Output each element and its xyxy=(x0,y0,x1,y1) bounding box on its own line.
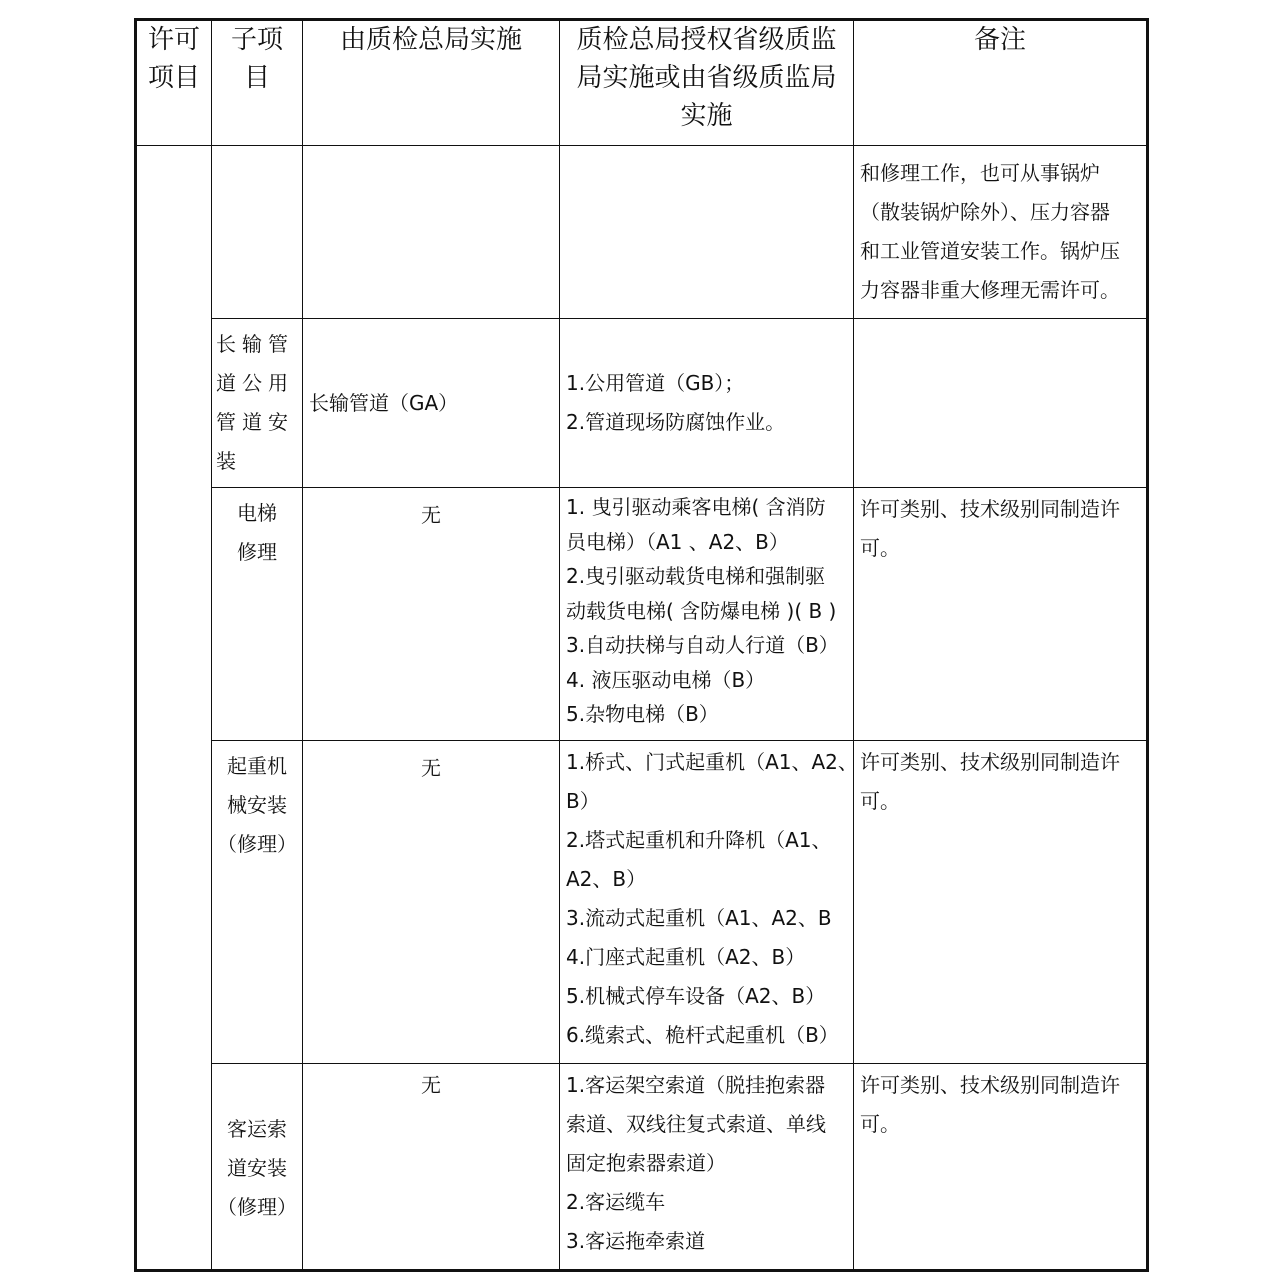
provincial-line: 2.曳引驱动载货电梯和强制驱 xyxy=(566,564,826,588)
national-text: 无 xyxy=(421,503,441,527)
remark-line: 许可类别、技术级别同制造许 xyxy=(860,749,1120,774)
provincial-cell xyxy=(560,488,854,741)
table-row xyxy=(136,488,1148,741)
table-row xyxy=(136,146,1148,319)
provincial-line: 动载货电梯( 含防爆电梯 )( B ) xyxy=(566,598,837,623)
provincial-line: 3.客运拖牵索道 xyxy=(566,1228,706,1253)
provincial-line: 3.流动式起重机（A1、A2、B xyxy=(566,905,832,930)
subitem-line: （修理） xyxy=(217,831,297,856)
remark-cell xyxy=(854,740,1148,1063)
remark-cell xyxy=(854,319,1148,488)
national-cell xyxy=(303,1063,560,1270)
permit-item-cell xyxy=(136,146,212,1271)
provincial-lines xyxy=(560,488,853,740)
remark-cell xyxy=(854,1063,1148,1270)
header-national-text: 由质检总局实施 xyxy=(339,25,522,55)
national-cell xyxy=(303,319,560,488)
subitem-line: 修理 xyxy=(237,540,277,564)
remark-line: 可。 xyxy=(860,1111,900,1136)
table-header-row xyxy=(136,20,1148,146)
header-provincial-text: 质检总局授权省级质监局实施或由省级质监局实施 xyxy=(576,25,837,131)
subitem-lines xyxy=(212,1064,302,1233)
remark-line: 可。 xyxy=(860,788,900,813)
provincial-cell xyxy=(560,740,858,1063)
national-cell xyxy=(303,488,560,741)
provincial-line: 员电梯）（A1 、A2、B） xyxy=(566,529,789,554)
header-subitem-text: 子项目 xyxy=(230,25,283,93)
provincial-cell xyxy=(560,146,854,319)
provincial-line: 6.缆索式、桅杆式起重机（B） xyxy=(566,1022,839,1047)
remark-line: 和修理工作，也可从事锅炉 xyxy=(860,161,1100,185)
national-cell xyxy=(303,146,560,319)
header-permit-item-text: 许可项目 xyxy=(147,25,200,93)
provincial-line: 4. 液压驱动电梯（B） xyxy=(566,667,766,692)
national-text: 无 xyxy=(421,755,441,780)
provincial-lines xyxy=(560,741,858,1063)
header-provincial xyxy=(560,20,854,146)
provincial-line: 2.管道现场防腐蚀作业。 xyxy=(566,410,786,434)
subitem-line: 道安装 xyxy=(227,1155,287,1180)
remark-lines xyxy=(854,741,1146,829)
subitem-line: 道公用 xyxy=(216,371,294,395)
table-row xyxy=(136,740,1148,1063)
remark-line: 许可类别、技术级别同制造许 xyxy=(860,1072,1120,1097)
provincial-line: 1. 曳引驱动乘客电梯( 含消防 xyxy=(566,495,826,519)
provincial-line: 固定抱索器索道） xyxy=(566,1150,726,1175)
subitem-line: 起重机 xyxy=(227,753,287,778)
permit-table xyxy=(134,18,1149,1272)
subitem-line: 长输管 xyxy=(216,332,294,356)
provincial-cell xyxy=(560,1063,854,1270)
provincial-line: 1.公用管道（GB）； xyxy=(566,371,745,395)
provincial-line: 5.机械式停车设备（A2、B） xyxy=(566,983,826,1008)
subitem-cell xyxy=(212,740,303,1063)
subitem-line: （修理） xyxy=(217,1194,297,1219)
provincial-line: 4.门座式起重机（A2、B） xyxy=(566,944,806,969)
subitem-cell xyxy=(212,488,303,741)
subitem-line: 管道安 xyxy=(216,410,294,434)
national-cell xyxy=(303,740,560,1063)
provincial-line: 索道、双线往复式索道、单线 xyxy=(566,1111,826,1136)
subitem-cell xyxy=(212,319,303,488)
subitem-line: 械安装 xyxy=(227,792,287,817)
remark-line: 许可类别、技术级别同制造许 xyxy=(860,497,1120,521)
national-text: 长输管道（GA） xyxy=(309,390,459,415)
remark-line: （散装锅炉除外）、压力容器 xyxy=(860,200,1110,224)
provincial-line: 2.客运缆车 xyxy=(566,1189,666,1214)
header-subitem xyxy=(212,20,303,146)
subitem-line: 装 xyxy=(216,449,242,473)
subitem-cell xyxy=(212,1063,303,1270)
header-remark xyxy=(854,20,1148,146)
provincial-line: 3.自动扶梯与自动人行道（B） xyxy=(566,633,839,657)
subitem-lines xyxy=(212,319,302,487)
provincial-line: 1.桥式、门式起重机（A1、A2、 xyxy=(566,749,858,774)
remark-cell xyxy=(854,488,1148,741)
subitem-cell xyxy=(212,146,303,319)
subitem-line: 电梯 xyxy=(237,501,277,525)
provincial-lines xyxy=(560,356,853,450)
remark-cell xyxy=(854,146,1148,319)
header-remark-text: 备注 xyxy=(973,25,1026,55)
remark-lines xyxy=(854,1064,1146,1152)
remark-line: 可。 xyxy=(860,536,900,560)
subitem-lines xyxy=(212,741,302,870)
header-permit-item xyxy=(136,20,212,146)
provincial-line: B） xyxy=(566,788,600,813)
table-row xyxy=(136,319,1148,488)
remark-line: 力容器非重大修理无需许可。 xyxy=(860,278,1120,302)
provincial-cell xyxy=(560,319,854,488)
header-national xyxy=(303,20,560,146)
remark-lines xyxy=(854,146,1146,318)
provincial-line: 5.杂物电梯（B） xyxy=(566,702,719,726)
remark-line: 和工业管道安装工作。锅炉压 xyxy=(860,239,1120,263)
national-text: 无 xyxy=(421,1072,441,1097)
provincial-line: 1.客运架空索道（脱挂抱索器 xyxy=(566,1072,826,1097)
subitem-line: 客运索 xyxy=(227,1116,287,1141)
provincial-line: 2.塔式起重机和升降机（A1、 xyxy=(566,827,832,852)
provincial-lines xyxy=(560,1064,853,1269)
remark-lines xyxy=(854,488,1146,576)
provincial-line: A2、B） xyxy=(566,866,647,891)
table-row xyxy=(136,1063,1148,1270)
subitem-lines xyxy=(212,488,302,578)
